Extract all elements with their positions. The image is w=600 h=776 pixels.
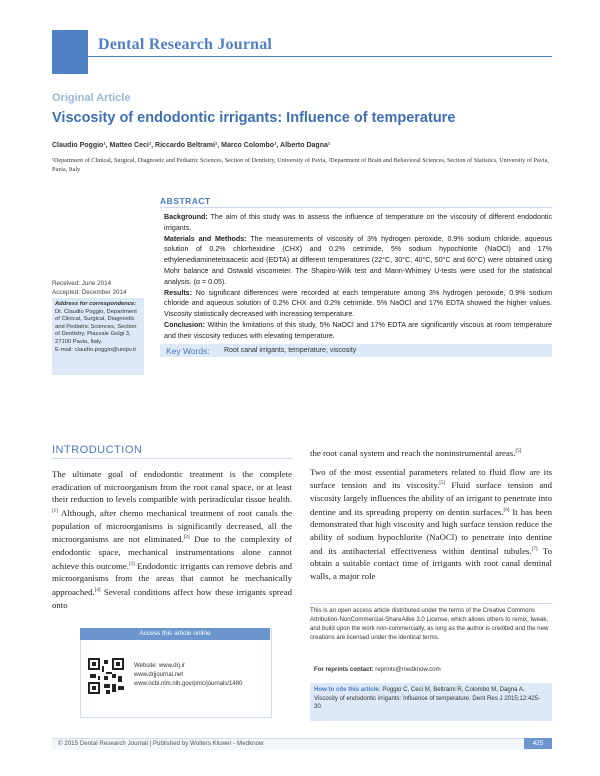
intro-text-h: Fluid surface tension and viscosity largely influences the ability of an irrigant to penetrate into dentine and its spreading property on dentin surfaces.: [310, 480, 552, 517]
abstract-body: [164, 212, 552, 342]
intro-paragraph-1-cont: [310, 446, 552, 460]
intro-text-g: Two of the most essential parameters related to fluid flow are its surface tension and its viscosity.: [310, 466, 552, 491]
intro-paragraph-2: [310, 466, 552, 583]
intro-text-j: To obtain a suitable contact time of irrigants with root canal dentinal walls, a major role: [310, 545, 552, 582]
ref-1[interactable]: [1]: [52, 509, 58, 515]
article-type: Original Article: [52, 92, 131, 104]
page-number: 425: [524, 738, 552, 749]
received-date: Received: June 2014: [52, 280, 112, 287]
background-label: Background:: [164, 213, 208, 221]
abstract-heading: ABSTRACT: [160, 196, 211, 206]
access-websites: [134, 662, 242, 690]
methods-text: The measurements of viscosity of 3% hydrogen peroxide, 0.9% sodium chloride, aqueous solution of 0.2% chlorhexidine (CHX) and 0.2% cetrimide, 5% sodium hypochlorite (NaOCl) and 17% ethylenediaminetetraacetic acid (EDTA) at different temperatures (22°C, 30°C, 40°C, 50°C and 60°C) were obtained using Mohr balance and Ostwald viscometer. The Shapiro-Wilk test and Mann-Whitney U-tests were used for the statistical analysis. (α = 0.05).: [164, 234, 552, 286]
ref-4[interactable]: [4]: [94, 588, 101, 594]
correspondence-heading: Address for correspondence:: [55, 301, 137, 307]
abstract-rule: [160, 207, 552, 208]
abstract-background: [164, 212, 552, 234]
accepted-date: Accepted: December 2014: [52, 288, 127, 296]
ref-6[interactable]: [6]: [503, 507, 510, 513]
journal-name: Dental Research Journal: [98, 36, 273, 53]
ref-5b[interactable]: [5]: [439, 481, 446, 487]
methods-label: Materials and Methods:: [164, 234, 247, 243]
abstract-conclusion: [164, 320, 552, 342]
intro-text-d: Endodontic irrigants can remove debris and microorganisms from the areas that cannot be mechanically approached.: [52, 560, 292, 598]
footer-text: © 2015 Dental Research Journal | Published by Wolters Kluwer - Medknow: [58, 740, 264, 747]
intro-paragraph-1: [52, 468, 292, 611]
website-link-1[interactable]: www.drj.ir: [158, 663, 185, 669]
article-title: Viscosity of endodontic irrigants: Influence of temperature: [52, 110, 456, 126]
article-dates: [52, 280, 127, 297]
intro-text-i: It has been demonstrated that high viscosity and high surface tension reduce the ability of sodium hypochlorite (NaOCl) to penetrate into dentine and its antibacterial effectiveness within dentinal tubules.: [310, 506, 552, 556]
license-notice: This is an open access article distributed under the terms of the Creative Commons Attribution-NonCommercial-ShareAlike 3.0 License, which allows others to remix, tweak, and build upon the work non-commercially, as long as the author is credited and the new creations are licensed under the identical terms.: [310, 603, 552, 664]
reprint-label: For reprints contact:: [314, 666, 374, 673]
citation-label: How to cite this article:: [314, 686, 381, 693]
access-online-heading: Access this article online: [80, 628, 270, 640]
conclusion-label: Conclusion:: [164, 320, 205, 329]
background-text: The aim of this study was to assess the influence of temperature on the viscosity of different endodontic irrigants.: [164, 213, 552, 232]
correspondence-text: Dr. Claudio Poggio, Department of Clinical, Surgical, Diagnostic and Pediatric Sciences, Section of Dentistry, Piazzale Golgi 3, 27100 Pavia, Italy.: [55, 308, 137, 345]
intro-text-b: Although, after chemo mechanical treatment of root canals the population of microorganisms is significantly decreased, all the microorganisms are not eliminated.: [52, 508, 292, 545]
citation-text: Poggio C, Ceci M, Beltrami R, Colombo M, Dagna A. Viscosity of endodontic irrigants: Influence of temperature. Dent Res J 2015;12:425-30.: [314, 686, 541, 711]
affiliations: ¹Department of Clinical, Surgical, Diagnostic and Pediatric Sciences, Section of Dentistry, University of Pavia, ²Department of Brain and Behavioral Sciences, Section of Statistics, University of Pavia, Pavia, Italy: [52, 157, 549, 173]
correspondence-box: [52, 298, 144, 375]
body-column-right: [310, 446, 552, 583]
intro-text-f: the root canal system and reach the noninstrumental areas.: [310, 447, 516, 458]
results-label: Results:: [164, 288, 192, 297]
ref-7[interactable]: [7]: [531, 546, 538, 552]
ref-5[interactable]: [5]: [515, 449, 522, 454]
introduction-heading: INTRODUCTION: [52, 444, 143, 456]
results-text: No significant differences were recorded at each temperature among 3% hydrogen peroxide, 0.9% sodium chloride and aqueous solution of 0.2% CHX and 0.2% cetrimide. 5% NaOCl and 17% EDTA showed the higher values. Viscosity statistically decreased with increasing temperature.: [164, 288, 552, 319]
journal-header-block: [52, 30, 88, 74]
qr-code-icon: [86, 656, 126, 696]
introduction-rule: [52, 458, 292, 459]
intro-text-c: Due to the complexity of endodontic space, mechanical instrumentations alone cannot achieve this outcome.: [52, 534, 292, 571]
reprints-contact: [314, 666, 441, 673]
citation-box: [310, 683, 552, 721]
intro-text-e: Several conditions affect how these irrigants spread onto: [52, 587, 292, 610]
abstract-results: [164, 288, 552, 320]
ref-2[interactable]: [2]: [183, 535, 190, 541]
intro-text-a: The ultimate goal of endodontic treatment is the complete eradication of microorganism from the root canal space, or at least their reduction to levels compatible with periradicular tissue health.: [52, 469, 292, 505]
conclusion-text: Within the limitations of this study, 5% NaOCl and 17% EDTA are significantly viscous at room temperature and their viscosity reduces with elevating temperature.: [164, 320, 552, 340]
keywords-label: Key Words:: [166, 346, 210, 356]
correspondence-email[interactable]: E-mail: claudio.poggio@unipv.it: [55, 346, 136, 353]
website-link-3[interactable]: www.ncbi.nlm.nih.gov/pmc/journals/1480: [134, 681, 243, 688]
keywords-text: Root canal irrigants, temperature, viscosity: [224, 347, 357, 354]
abstract-methods: [164, 234, 552, 288]
reprint-email[interactable]: reprints@medknow.com: [375, 666, 441, 673]
body-column-left: [52, 468, 292, 611]
authors: Claudio Poggio¹, Matteo Ceci¹, Riccardo Beltrami¹, Marco Colombo¹, Alberto Dagna¹: [52, 142, 331, 149]
website-link-2[interactable]: www.drjjournal.net: [134, 672, 184, 679]
website-label: Website:: [134, 663, 158, 669]
ref-3[interactable]: [3]: [128, 561, 135, 567]
header-rule: [88, 56, 552, 57]
